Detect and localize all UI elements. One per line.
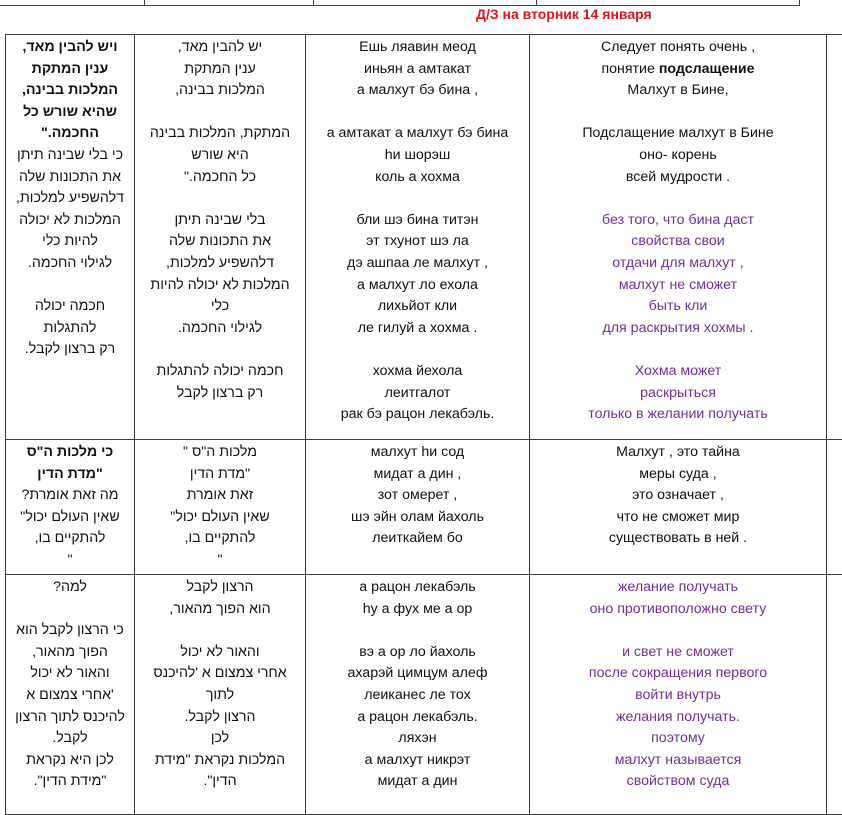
text-line: [139, 728, 301, 750]
line-text: коль а хохма: [375, 169, 460, 185]
text-line: [139, 577, 301, 599]
line-text: להתגלות: [44, 320, 97, 336]
line-text: дэ ашпаа ле малхут ,: [347, 255, 488, 271]
line-text: את התכונות שלה: [19, 169, 121, 185]
line-text: hи шорэш: [385, 147, 451, 163]
text-line: [534, 620, 822, 642]
text-line: [534, 404, 822, 426]
line-text: כל החכמה.": [184, 169, 256, 185]
line-text: כי מלכות ה"ס: [27, 444, 114, 460]
edge-cell: [827, 440, 842, 575]
line-text: דלהשפיע למלכות,: [16, 190, 124, 206]
text-line: [310, 318, 525, 340]
text-line: [139, 485, 301, 507]
text-line: [310, 275, 525, 297]
text-line: [534, 442, 822, 464]
top-bar: [0, 0, 842, 34]
text-line: [534, 167, 822, 189]
text-line: [534, 123, 822, 145]
text-line: [10, 253, 130, 275]
text-line: [534, 318, 822, 340]
text-line: [534, 642, 822, 664]
text-line: [310, 599, 525, 621]
line-text: והאור לא יכול: [180, 644, 259, 660]
text-line: [10, 707, 130, 729]
line-text: иньян а амтакат: [364, 61, 471, 77]
text-line: [534, 485, 822, 507]
text-line: [139, 361, 301, 383]
line-text: оно- корень: [639, 147, 717, 163]
line-text: זאת אומרת: [187, 487, 254, 503]
text-line: [139, 507, 301, 529]
text-line: [310, 188, 525, 210]
text-line: [310, 750, 525, 772]
line-text: "מדת הדין: [37, 466, 102, 482]
text-line: [534, 728, 822, 750]
line-text: поэтому: [651, 730, 705, 746]
text-line: [534, 145, 822, 167]
text-line: [139, 707, 301, 729]
line-text: המלכות לא יכולה להיות: [150, 277, 289, 293]
text-line: [310, 707, 525, 729]
text-line: [310, 771, 525, 793]
text-line: [139, 750, 301, 772]
text-line: [310, 37, 525, 59]
line-text: ле гилуй а хохма .: [358, 320, 478, 336]
text-line: [139, 318, 301, 340]
text-line: [10, 528, 130, 550]
line-text: а малхут бэ бина ,: [357, 82, 478, 98]
emphasis-text: подслащение: [659, 61, 755, 77]
line-text: 'אחרי צמצום א: [26, 687, 114, 703]
text-line: [139, 253, 301, 275]
text-line: [139, 80, 301, 102]
line-text: "מדת הדין: [190, 466, 250, 482]
line-text: כי בלי שבינה תיתן: [17, 147, 123, 163]
text-line: [139, 685, 301, 707]
split-cell: [135, 440, 306, 575]
line-text: לכן: [211, 730, 229, 746]
text-line: [310, 102, 525, 124]
line-text: יש להבין מאד,: [178, 39, 262, 55]
text-line: [534, 771, 822, 793]
line-text: Ешь ляавин меод: [359, 39, 476, 55]
line-text: הוא הפוך מהאור,: [169, 601, 270, 617]
text-line: [139, 383, 301, 405]
line-text: и свет не сможет: [622, 644, 734, 660]
line-text: להתקיים בו,: [185, 530, 256, 546]
line-text: דלהשפיע למלכות,: [166, 255, 274, 271]
text-line: [310, 210, 525, 232]
text-line: [10, 507, 130, 529]
line-text: для раскрытия хохмы .: [603, 320, 754, 336]
line-text: леитгалот: [385, 385, 451, 401]
line-text: לתוך: [206, 687, 234, 703]
text-line: [534, 210, 822, 232]
line-text: быть кли: [649, 298, 708, 314]
text-line: [10, 102, 130, 124]
line-text: малхут hи сод: [371, 444, 464, 460]
line-text: а рацон лекабэль.: [357, 709, 477, 725]
line-text: бли шэ бина титэн: [357, 212, 479, 228]
line-text: רק ברצון לקבל: [177, 385, 263, 401]
line-text: Подслащение малхут в Бине: [582, 125, 773, 141]
line-text: войти внутрь: [635, 687, 721, 703]
text-line: [534, 275, 822, 297]
line-text: חכמה יכולה להתגלות: [157, 363, 284, 379]
line-text: מה זאת אומרת?: [21, 487, 118, 503]
text-line: [534, 663, 822, 685]
top-tick: [799, 0, 800, 6]
text-line: [139, 550, 301, 572]
line-text: ": [217, 552, 222, 568]
translation-cell: [530, 440, 827, 575]
line-text: להתקיים בו,: [35, 530, 106, 546]
text-line: [139, 296, 301, 318]
text-line: [534, 253, 822, 275]
table-row: [6, 440, 842, 575]
source-cell: [6, 575, 135, 815]
line-text: הדין".: [203, 773, 236, 789]
line-text: рак бэ рацон лекабэль.: [341, 406, 495, 422]
line-text: כי הרצון לקבל הוא: [16, 622, 124, 638]
text-line: [310, 361, 525, 383]
text-line: [310, 231, 525, 253]
text-line: [310, 442, 525, 464]
line-text: לגילוי החכמה.: [178, 320, 262, 336]
line-text: а малхут никрэт: [365, 752, 471, 768]
study-table: [5, 34, 842, 815]
top-divider: [0, 5, 800, 6]
line-text: ляхэн: [398, 730, 436, 746]
text-line: [310, 464, 525, 486]
line-text: הרצון לקבל: [186, 579, 253, 595]
text-line: [10, 188, 130, 210]
line-text: הפוך מהאור,: [32, 644, 108, 660]
text-line: [310, 404, 525, 426]
line-text: малхут называется: [615, 752, 742, 768]
line-text: hу а фух ме а ор: [363, 601, 473, 617]
text-line: [10, 275, 130, 297]
line-text: "מידת הדין".: [34, 773, 107, 789]
text-line: [534, 707, 822, 729]
transliteration-cell: [306, 35, 530, 440]
line-text: להיכנס לתוך הרצון: [15, 709, 125, 725]
text-line: [10, 37, 130, 59]
text-line: [310, 728, 525, 750]
text-line: [10, 599, 130, 621]
text-line: [310, 339, 525, 361]
text-line: [139, 464, 301, 486]
line-text: свойством суда: [627, 773, 730, 789]
line-text: החכמה.": [41, 125, 99, 141]
line-text: היא שורש: [191, 147, 249, 163]
text-line: [534, 231, 822, 253]
text-line: [310, 167, 525, 189]
line-text: Малхут , это тайна: [616, 444, 740, 460]
text-line: [139, 231, 301, 253]
line-text: ענין המתקת: [184, 61, 256, 77]
text-line: [310, 577, 525, 599]
line-text: Малхут в Бине,: [627, 82, 728, 98]
text-line: [534, 59, 822, 81]
line-text: אחרי צמצום א 'להיכנס: [153, 665, 286, 681]
text-line: [534, 750, 822, 772]
line-text: לגילוי החכמה.: [28, 255, 112, 271]
text-line: [10, 145, 130, 167]
text-line: [139, 642, 301, 664]
text-line: [534, 102, 822, 124]
transliteration-cell: [306, 440, 530, 575]
text-line: [310, 59, 525, 81]
line-text: בלי שבינה תיתן: [174, 212, 265, 228]
line-text: леиткайем бо: [372, 530, 463, 546]
text-line: [310, 383, 525, 405]
split-cell: [135, 575, 306, 815]
line-text: лихьйот кли: [378, 298, 457, 314]
line-text: המתקת, המלכות בבינה: [150, 125, 290, 141]
source-cell: [6, 440, 135, 575]
text-line: [534, 577, 822, 599]
line-text: המלכות בבינה,: [175, 82, 265, 98]
text-line: [139, 102, 301, 124]
text-line: [534, 507, 822, 529]
text-line: [10, 59, 130, 81]
line-text: רק ברצון לקבל.: [25, 341, 115, 357]
line-text: это означает ,: [632, 487, 724, 503]
text-line: [10, 577, 130, 599]
line-text: хохма йехола: [373, 363, 463, 379]
text-line: [10, 728, 130, 750]
text-line: [10, 123, 130, 145]
homework-note: Д/З на вторник 14 января: [476, 6, 652, 22]
text-line: [534, 339, 822, 361]
line-text: зот омерет ,: [378, 487, 458, 503]
text-line: [139, 145, 301, 167]
text-line: [10, 296, 130, 318]
text-line: [310, 663, 525, 685]
text-line: [139, 771, 301, 793]
text-line: [139, 37, 301, 59]
line-text: המלכות בבינה,: [22, 82, 118, 98]
line-text: понятие: [601, 61, 658, 77]
text-line: [10, 210, 130, 232]
text-line: [10, 485, 130, 507]
text-line: [139, 123, 301, 145]
top-tick: [313, 0, 314, 6]
line-text: שאין העולם יכול": [170, 509, 269, 525]
line-text: המלכות נקראת "מידת: [155, 752, 285, 768]
text-line: [534, 599, 822, 621]
line-text: отдачи для малхут ,: [612, 255, 743, 271]
text-line: [534, 37, 822, 59]
table-row: [6, 35, 842, 440]
text-line: [10, 318, 130, 340]
text-line: [310, 253, 525, 275]
split-cell: [135, 35, 306, 440]
text-line: [310, 123, 525, 145]
text-line: [534, 361, 822, 383]
line-text: חכמה יכולה: [35, 298, 105, 314]
translation-cell: [530, 575, 827, 815]
text-line: [139, 663, 301, 685]
text-line: [10, 442, 130, 464]
text-line: [139, 167, 301, 189]
line-text: לכן היא נקראת: [26, 752, 114, 768]
line-text: המלכות לא יכולה: [19, 212, 121, 228]
table-row: [6, 575, 842, 815]
line-text: а амтакат а малхут бэ бина: [327, 125, 509, 141]
line-text: ахарэй цимцум алеф: [347, 665, 487, 681]
line-text: а малхут ло ехола: [357, 277, 478, 293]
line-text: только в желании получать: [588, 406, 767, 422]
line-text: леиканес ле тох: [364, 687, 471, 703]
text-line: [139, 275, 301, 297]
text-line: [310, 80, 525, 102]
edge-cell: [827, 575, 842, 815]
line-text: шэ эйн олам йахоль: [351, 509, 484, 525]
line-text: והאור לא יכול: [30, 665, 109, 681]
line-text: без того, что бина даст: [602, 212, 754, 228]
line-text: желание получать: [618, 579, 738, 595]
line-text: свойства свои: [631, 233, 724, 249]
source-cell: [6, 35, 135, 440]
text-line: [534, 80, 822, 102]
line-text: малхут не сможет: [619, 277, 737, 293]
text-line: [10, 339, 130, 361]
line-text: כלי: [211, 298, 229, 314]
text-line: [139, 528, 301, 550]
line-text: את התכונות שלה: [169, 233, 271, 249]
text-line: [10, 80, 130, 102]
text-line: [139, 59, 301, 81]
text-line: [310, 485, 525, 507]
line-text: после сокращения первого: [589, 665, 767, 681]
text-line: [139, 188, 301, 210]
translation-cell: [530, 35, 827, 440]
text-line: [10, 750, 130, 772]
text-line: [10, 663, 130, 685]
line-text: לקבל.: [52, 730, 87, 746]
text-line: [139, 339, 301, 361]
line-text: ויש להבין מאד,: [22, 39, 117, 55]
line-text: ": [67, 552, 72, 568]
text-line: [534, 685, 822, 707]
text-line: [310, 507, 525, 529]
text-line: [10, 771, 130, 793]
line-text: Следует понять очень ,: [601, 39, 755, 55]
line-text: מלכות ה"ס ": [183, 444, 257, 460]
line-text: что не сможет мир: [617, 509, 740, 525]
line-text: существовать в ней .: [609, 530, 747, 546]
line-text: הרצון לקבל.: [184, 709, 255, 725]
text-line: [310, 685, 525, 707]
transliteration-cell: [306, 575, 530, 815]
line-text: оно противоположно свету: [590, 601, 767, 617]
line-text: мидат а дин: [378, 773, 458, 789]
line-text: мидат а дин ,: [374, 466, 462, 482]
text-line: [10, 642, 130, 664]
text-line: [534, 188, 822, 210]
text-line: [139, 442, 301, 464]
text-line: [10, 550, 130, 572]
text-line: [534, 528, 822, 550]
line-text: эт тхунот шэ ла: [366, 233, 469, 249]
text-line: [139, 210, 301, 232]
text-line: [10, 464, 130, 486]
top-tick: [144, 0, 145, 6]
text-line: [139, 620, 301, 642]
line-text: желания получать.: [616, 709, 740, 725]
text-line: [310, 528, 525, 550]
text-line: [310, 145, 525, 167]
line-text: вэ а ор ло йахоль: [359, 644, 476, 660]
line-text: всей мудрости .: [626, 169, 730, 185]
text-line: [10, 685, 130, 707]
line-text: ענין המתקת: [32, 61, 109, 77]
text-line: [534, 464, 822, 486]
text-line: [534, 383, 822, 405]
text-line: [310, 296, 525, 318]
line-text: להיות כלי: [42, 233, 98, 249]
line-text: раскрыться: [640, 385, 716, 401]
line-text: а рацон лекабэль: [359, 579, 475, 595]
text-line: [10, 231, 130, 253]
edge-cell: [827, 35, 842, 440]
text-line: [139, 599, 301, 621]
text-line: [310, 642, 525, 664]
text-line: [310, 620, 525, 642]
line-text: שאין העולם יכול": [20, 509, 119, 525]
line-text: שהיא שורש כל: [23, 104, 117, 120]
text-line: [10, 167, 130, 189]
line-text: меры суда ,: [639, 466, 716, 482]
line-text: למה?: [53, 579, 87, 595]
line-text: Хохма может: [635, 363, 722, 379]
text-line: [534, 296, 822, 318]
text-line: [10, 620, 130, 642]
